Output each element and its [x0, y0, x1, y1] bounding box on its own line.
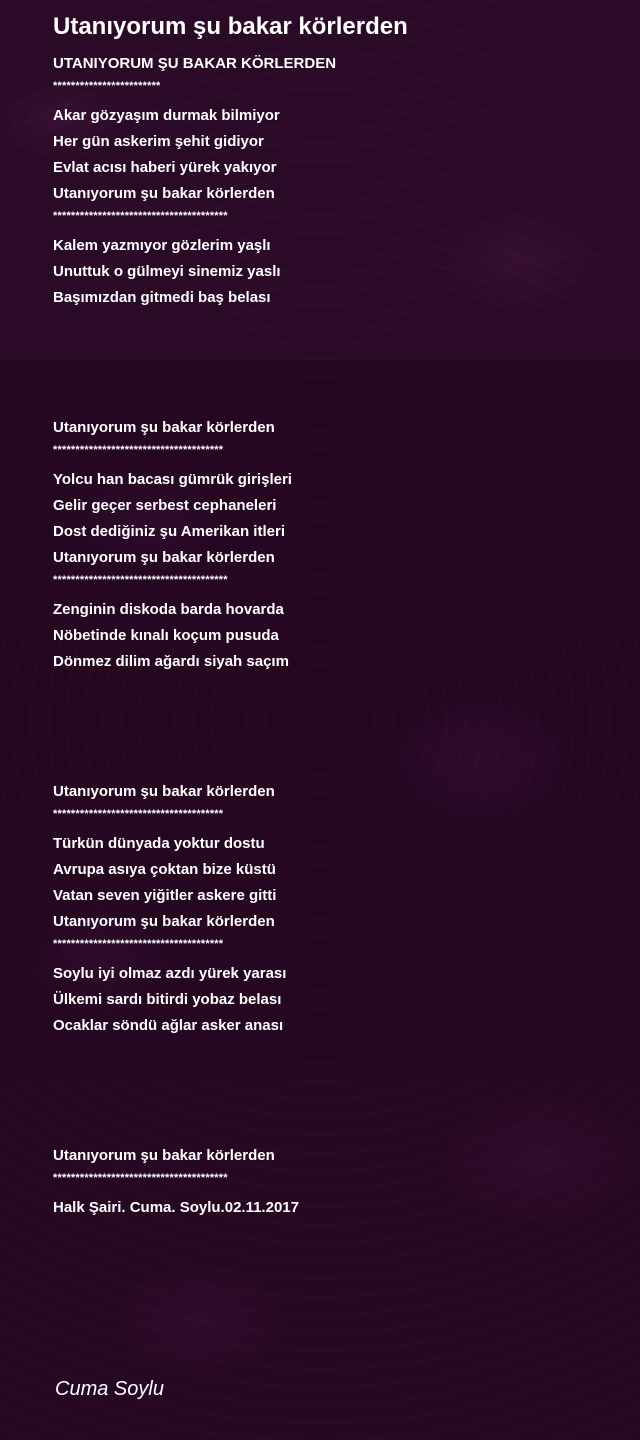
poem-line: Utanıyorum şu bakar körlerden — [53, 549, 275, 566]
separator-line: *************************************** — [53, 1172, 228, 1184]
poem-line: Dost dediğiniz şu Amerikan itleri — [53, 523, 285, 540]
poem-author: Cuma Soylu — [55, 1378, 164, 1400]
poem-line: Vatan seven yiğitler askere gitti — [53, 887, 277, 904]
separator-line: ************************ — [53, 80, 161, 92]
poem-line: Utanıyorum şu bakar körlerden — [53, 913, 275, 930]
poem-line: Gelir geçer serbest cephaneleri — [53, 497, 277, 514]
separator-line: ************************************** — [53, 444, 224, 456]
blank-line — [53, 1119, 613, 1145]
separator-line: ************************************** — [53, 808, 224, 820]
poem-line: Nöbetinde kınalı koçum pusuda — [53, 627, 279, 644]
poem-line: Utanıyorum şu bakar körlerden — [53, 419, 275, 436]
separator-line: ************************************** — [53, 938, 224, 950]
blank-line — [53, 703, 613, 729]
blank-line — [53, 1041, 613, 1067]
poem-line: Ocaklar söndü ağlar asker anası — [53, 1017, 284, 1034]
poem-line: Yolcu han bacası gümrük girişleri — [53, 471, 292, 488]
blank-line — [53, 677, 613, 703]
poem-line: UTANIYORUM ŞU BAKAR KÖRLERDEN — [53, 55, 337, 72]
separator-line: *************************************** — [53, 210, 228, 222]
poem-line: Utanıyorum şu bakar körlerden — [53, 783, 275, 800]
poem-line: Her gün askerim şehit gidiyor — [53, 133, 264, 150]
blank-line — [53, 339, 613, 365]
separator-line: *************************************** — [53, 574, 228, 586]
poem-line: Ülkemi sardı bitirdi yobaz belası — [53, 991, 282, 1008]
poem-line: Evlat acısı haberi yürek yakıyor — [53, 159, 277, 176]
poem-line: Avrupa asıya çoktan bize küstü — [53, 861, 276, 878]
blank-line — [53, 729, 613, 755]
poem-line: Başımızdan gitmedi baş belası — [53, 289, 271, 306]
poem-line: Türkün dünyada yoktur dostu — [53, 835, 265, 852]
poem-line: Halk Şairi. Cuma. Soylu.02.11.2017 — [53, 1199, 299, 1216]
poem-line: Zenginin diskoda barda hovarda — [53, 601, 284, 618]
poem-line: Utanıyorum şu bakar körlerden — [53, 1147, 275, 1164]
poem-line: Dönmez dilim ağardı siyah saçım — [53, 653, 289, 670]
blank-line — [53, 755, 613, 781]
blank-line — [53, 1093, 613, 1119]
blank-line — [53, 365, 613, 391]
poem-line: Unuttuk o gülmeyi sinemiz yaslı — [53, 263, 281, 280]
poem-line: Soylu iyi olmaz azdı yürek yarası — [53, 965, 287, 982]
blank-line — [53, 391, 613, 417]
poem-line: Kalem yazmıyor gözlerim yaşlı — [53, 237, 271, 254]
poem-line: Utanıyorum şu bakar körlerden — [53, 185, 275, 202]
poem-line: Akar gözyaşım durmak bilmiyor — [53, 107, 280, 124]
poem-body — [53, 53, 613, 1223]
blank-line — [53, 1067, 613, 1093]
poem-title: Utanıyorum şu bakar körlerden — [53, 13, 408, 40]
blank-line — [53, 313, 613, 339]
